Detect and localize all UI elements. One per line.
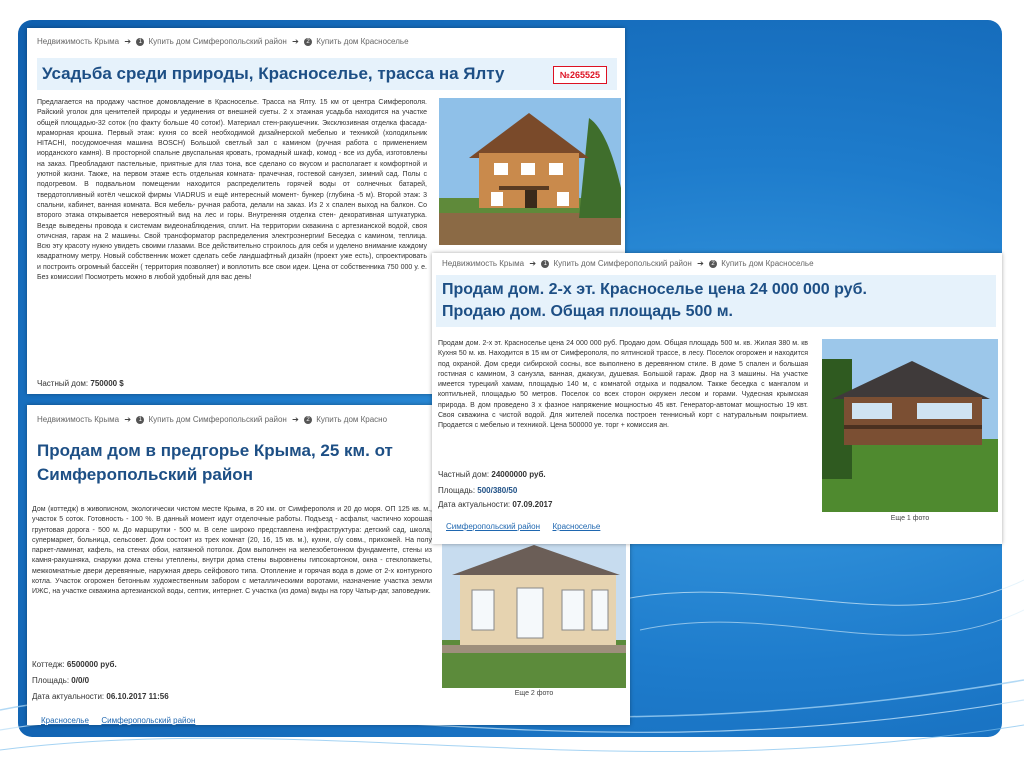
arrow-right-icon: ➔ [292,37,299,46]
date-row [32,692,169,701]
location-links [446,516,608,534]
house-photo[interactable] [439,98,621,245]
listing-title-line: Продам дом в предгорье Крыма, 25 км. от [37,441,393,460]
area-value: 500/380/50 [477,486,518,495]
step-number: 1 [136,38,144,46]
area-label: Площадь: [32,676,70,685]
date-row [438,500,552,509]
listing-description: Продам дом. 2-х эт. Красноселье цена 24 000 000 руб. Продаю дом. Общая площадь 500 м. кв. Жилая 380 м. кв Кухня 50 м. кв. Находится в 15 км от Симферополя, по ялтинской трассе, в лесу. Поселок огорожен и находится под охраной. Дом среди сибирской сосны, все выполнено в деревянном стиле. В доме 5 спален и большая гостиная с камином, 3 санузла, ванная, джакузи, душевая. Большой гараж. Двор на 3 машины. На участке имеется турецкий хамам, площадью 140 м, с комнатой отдыха и подвалом. Также беседка с мангалом и коптильней, площадью 50 метров. Поселок со всех сторон окружен лесом и горами. Чудесная крымская природа. В дом проведено 3 х фазное напряжение мощностью 45 квт. Генератор-автомат мощностью 19 квт. Своя скважина с чистой водой. Для жителей поселка построен теннисный корт с натуральным покрытием. Продается с мебелью и техникой. Цена 500000 уе. торг + комиссия ан. [438,340,808,430]
breadcrumb [27,415,387,424]
area-value: 0/0/0 [71,676,90,685]
listing-title-line: Симферопольский район [37,465,253,484]
date-label: Дата актуальности: [438,500,511,509]
listing-description: Дом (коттедж) в живописном, экологически чистом месте Крыма, в 20 км. от Симферополя и 20 до моря. ОП 125 кв. м., участок 5 соток. Готовность - 100 %. В данный момент идут отделочные работы. Подъезд - асфальт, частично хорошая грунтовая дорога - 500 м. До маршрутки - 500 м. В селе широко представлена инфраструктура: детский сад, школа, супермаркет, больница, сельсовет. Дом состоит из трех комнат (20, 16, 15 кв. м.), кухни, с/у совм., прихожей. На полу паркет-ламинат, кафель, на стенах обои, натяжной потолок. Дом выполнен на железобетонном фундаменте, стены из камня-ракушняка, снаружи дома стены утеплены, внутри дома стены выровнены гипсокартоном, окна - стеклопакеты, межкомнатные двери деревянные, наружная дверь сейфового типа. Отопление и горячая вода в доме от 2-х контурного котла. Участок огорожен бетонным художественным забором с металлическими воротами, назначение участка земли ИЖС, на участке скважина артезианской воды, септик, интернет. С участка (из дома) виды на гору Чатыр-даг, заповедник. [32,506,432,596]
location-links [41,710,203,728]
step-number: 2 [709,260,717,268]
location-link[interactable]: Симферопольский район [446,522,541,531]
price-row [32,660,117,669]
price-value: 6500000 руб. [66,660,117,669]
listing-description: Предлагается на продажу частное домовладение в Красноселье. Трасса на Ялту. 15 км от центра Симферополя. Райский уголок для ценителей природы и уединения от внешней суеты. 2 х этажная усадьба находится на участке общей площадью-32 соток (по факту больше 40 соток!). Материал стен-ракушечник. Эксклюзивная отделка фасада- мраморная крошка. Первый этаж: кухня со всей необходимой дизайнерской мебелью и техникой (холодильник HITACHI, посудомоечная машина BOSCH) Большой светлый зал с камином (ручная работа с применением иорданского камня). В просторной спальне двуспальная кровать, громадный шкаф, комод - все из дуба, изготовлены на заказ. Преобладают пастельные, приятные для глаз тона, все сделано со вкусом и располагает к комфортной и уютной жизни. Также, на первом этаже есть отдельная комната- прачечная, гостевой санузел, зимний сад. Полы с подогревом. В подвальном помещении находится распределитель горячей воды от солнечных батарей, твердотопливный котёл чешской фирмы VIADRUS и ещё интересный момент- бункер (глубина -5 м). Второй этаж: 3 спальни, кабинет, ванная комната. Вся мебель- ручная работа, делали на заказ. Из 2 х спален выход на балкон. Со второго этажа открывается невероятный вид на лес и горы. Внутренняя отделка стен- декоративная штукатурка. Везде выведены провода к системам видеонаблюдения, сплит. На территории скважина с артезианской водой, своя отичсная, гараж на 2 машины. Свой трансформатор распределения электроэнергии! Беседка с камином, теплица. Всю эту красоту нужно увидеть своими глазами. Все действительно строилось для себя и уделено внимание каждому квадратному метру. Новый собственник может сделать себе ландшафтный дизайн (проект уже есть), спроектировать и построить огромный бассейн ( территория позволяет) и воплотить все свои идеи. Цена от собственника 750 000 у. е. Без комиссии! Посмотреть можно в любой удобный для вас день! [37,99,427,282]
listing-title: Усадьба среди природы, Красноселье, трасса на Ялту [42,64,505,83]
breadcrumb-item[interactable]: Купить дом Симферопольский район [148,415,287,424]
listing-title-line: Продам дом. 2-х эт. Красноселье цена 24 000 000 руб. [442,281,867,298]
breadcrumb-item[interactable]: Недвижимость Крыма [442,259,525,268]
area-row [438,486,517,495]
listing-card-2 [432,253,1002,544]
price-label: Частный дом: [438,470,490,479]
arrow-right-icon: ➔ [697,259,704,268]
house-photo[interactable] [442,530,626,688]
breadcrumb-item[interactable]: Купить дом Симферопольский район [553,259,692,268]
date-value: 07.09.2017 [512,500,553,509]
step-number: 2 [304,416,312,424]
price-row [37,379,124,388]
step-number: 2 [304,38,312,46]
date-value: 06.10.2017 11:56 [106,692,169,701]
price-label: Частный дом: [37,379,89,388]
listing-title-line: Продаю дом. Общая площадь 500 м. [442,303,733,320]
price-row [438,470,546,479]
breadcrumb-item[interactable]: Купить дом Симферопольский район [148,37,287,46]
arrow-right-icon: ➔ [124,415,132,424]
more-photos-caption[interactable]: Еще 2 фото [514,690,554,697]
step-number: 1 [541,260,549,268]
price-value: 24000000 руб. [491,470,546,479]
listing-title-bar [37,58,617,90]
price-label: Коттедж: [32,660,65,669]
house-photo[interactable] [822,339,998,512]
listing-title-bar [436,275,996,327]
listing-title-bar [32,433,427,495]
date-label: Дата актуальности: [32,692,105,701]
location-link[interactable]: Красноселье [552,522,601,531]
breadcrumb-item[interactable]: Купить дом Красноселье [316,37,409,46]
breadcrumb-item[interactable]: Купить дом Красноселье [721,259,814,268]
area-row [32,676,89,685]
breadcrumb [432,259,814,268]
listing-id-badge: №265525 [553,66,607,84]
step-number: 1 [136,416,144,424]
breadcrumb-item[interactable]: Недвижимость Крыма [37,37,120,46]
breadcrumb-item[interactable]: Недвижимость Крыма [37,415,120,424]
more-photos-caption[interactable]: Еще 1 фото [890,515,930,522]
location-link[interactable]: Симферопольский район [101,716,196,725]
breadcrumb [27,37,409,46]
arrow-right-icon: ➔ [529,259,537,268]
arrow-right-icon: ➔ [124,37,132,46]
arrow-right-icon: ➔ [292,415,299,424]
breadcrumb-item[interactable]: Купить дом Красно [316,415,388,424]
location-link[interactable]: Красноселье [41,716,89,725]
area-label: Площадь: [438,486,476,495]
price-value: 750000 $ [90,379,124,388]
